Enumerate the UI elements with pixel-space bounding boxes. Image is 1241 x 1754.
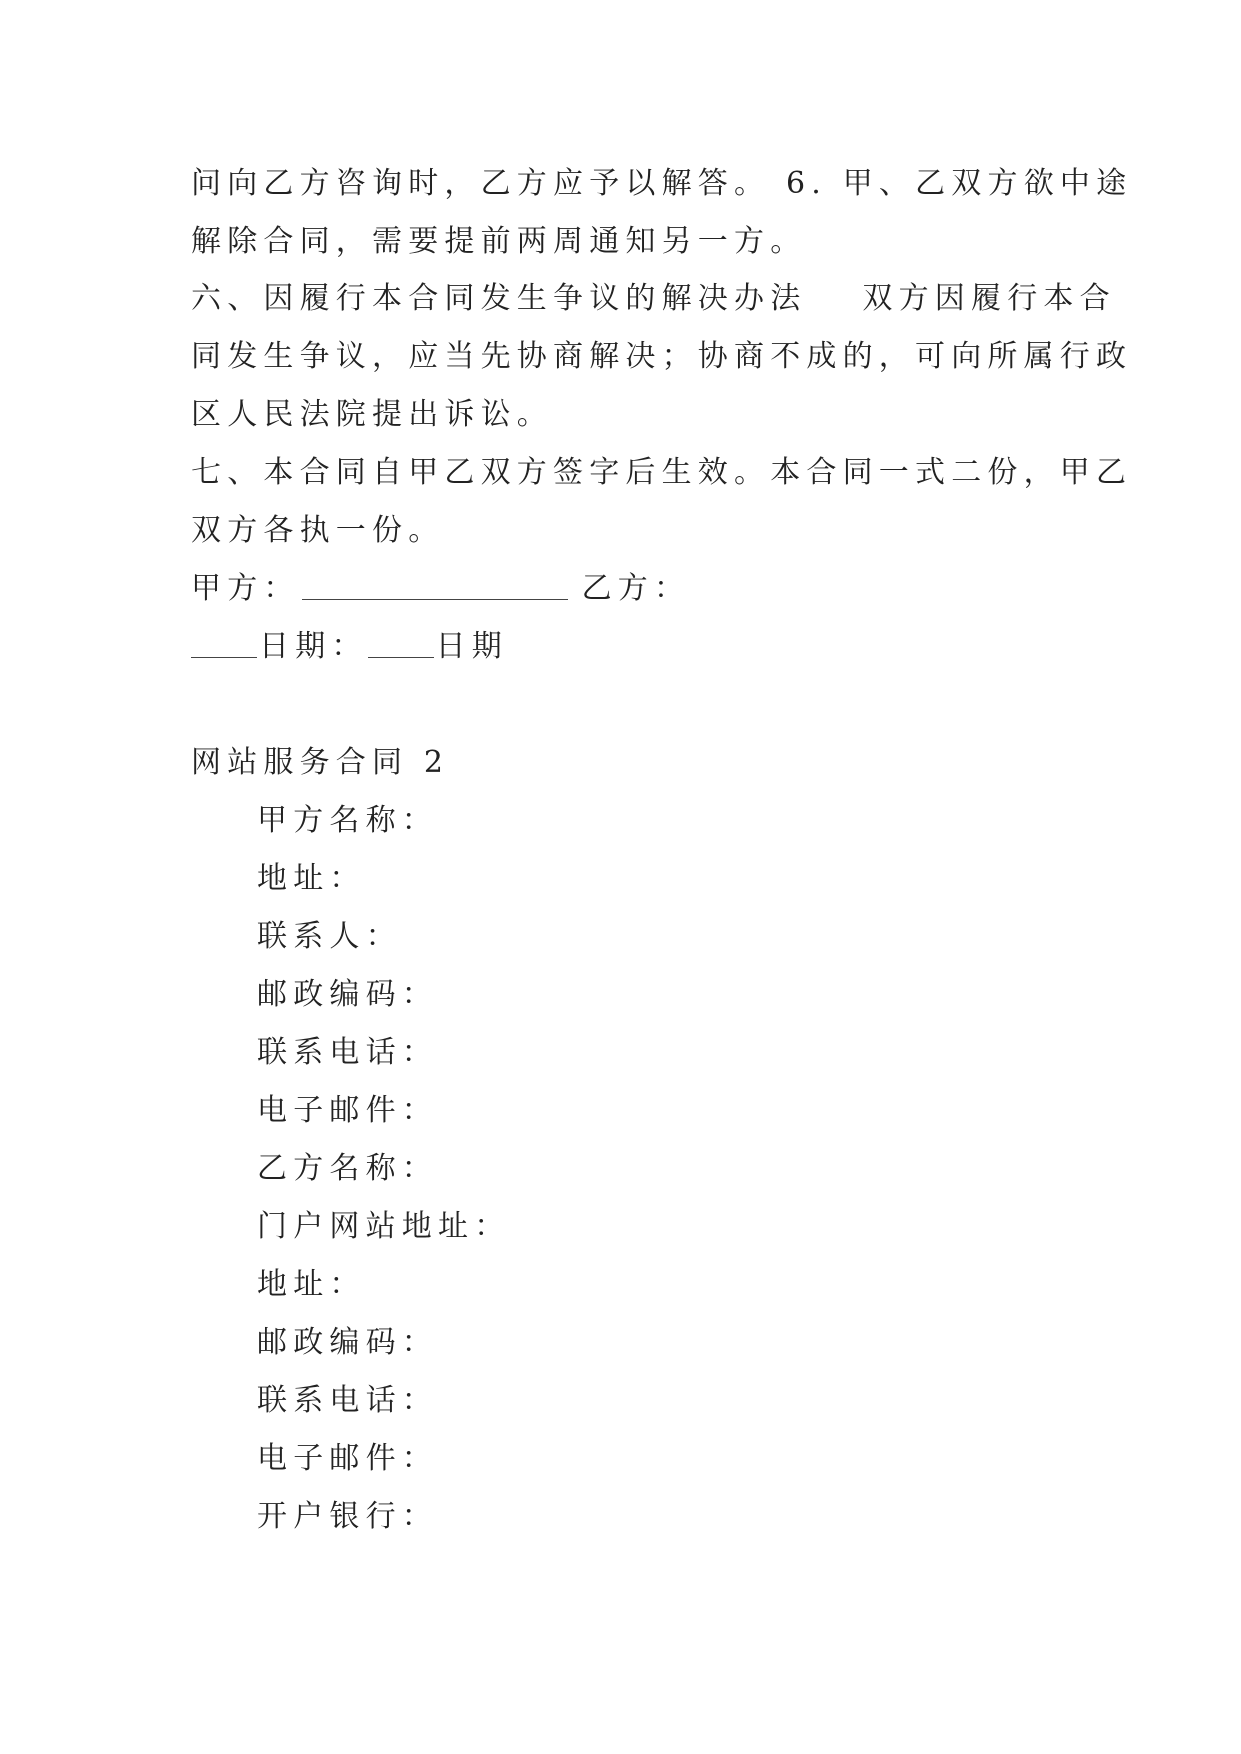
party-a-address-field: 地址： [257,861,366,896]
date-blank-1 [191,627,257,658]
date-label-1: 日期： [259,629,368,664]
party-b-website-field: 门户网站地址： [257,1209,511,1244]
party-b-address-field: 地址： [257,1267,366,1302]
party-b-phone-field: 联系电话： [257,1383,438,1418]
contract2-title: 网站服务合同 2 [191,745,450,780]
clause6-line-2: 同发生争议，应当先协商解决；协商不成的，可向所属行政 [191,339,1133,374]
party-a-email-field: 电子邮件： [257,1093,438,1128]
party-a-postcode-field: 邮政编码： [257,977,438,1012]
clause7-line-1: 七、本合同自甲乙双方签字后生效。本合同一式二份，甲乙 [191,455,1133,490]
clause6-line-1 [191,279,1116,319]
clause6-text: 双方因履行本合 [862,281,1116,316]
party-b-bank-field: 开户银行： [257,1499,438,1534]
clause5-text-b: 6. 甲、乙双方欲中途 [785,166,1133,201]
clause6-heading: 六、因履行本合同发生争议的解决办法 [191,281,807,316]
date-line [191,627,508,667]
party-b-name-field: 乙方名称： [257,1151,438,1186]
party-a-label: 甲方： [191,571,300,606]
clause5-line-1 [191,164,1132,204]
party-a-contact-field: 联系人： [257,919,402,954]
party-b-label: 乙方： [581,571,691,606]
date-blank-2 [368,627,434,658]
party-b-postcode-field: 邮政编码： [257,1325,438,1360]
signature-line [191,569,690,609]
party-b-email-field: 电子邮件： [257,1441,438,1476]
party-a-phone-field: 联系电话： [257,1035,438,1070]
clause7-line-2: 双方各执一份。 [191,513,445,548]
party-a-signature-blank [302,569,568,600]
clause6-line-3: 区人民法院提出诉讼。 [191,397,553,432]
party-a-name-field: 甲方名称： [257,803,438,838]
date-label-2: 日期 [435,629,509,664]
clause5-line-2: 解除合同，需要提前两周通知另一方。 [191,224,807,259]
clause5-text-a: 问向乙方咨询时，乙方应予以解答。 [191,166,771,201]
